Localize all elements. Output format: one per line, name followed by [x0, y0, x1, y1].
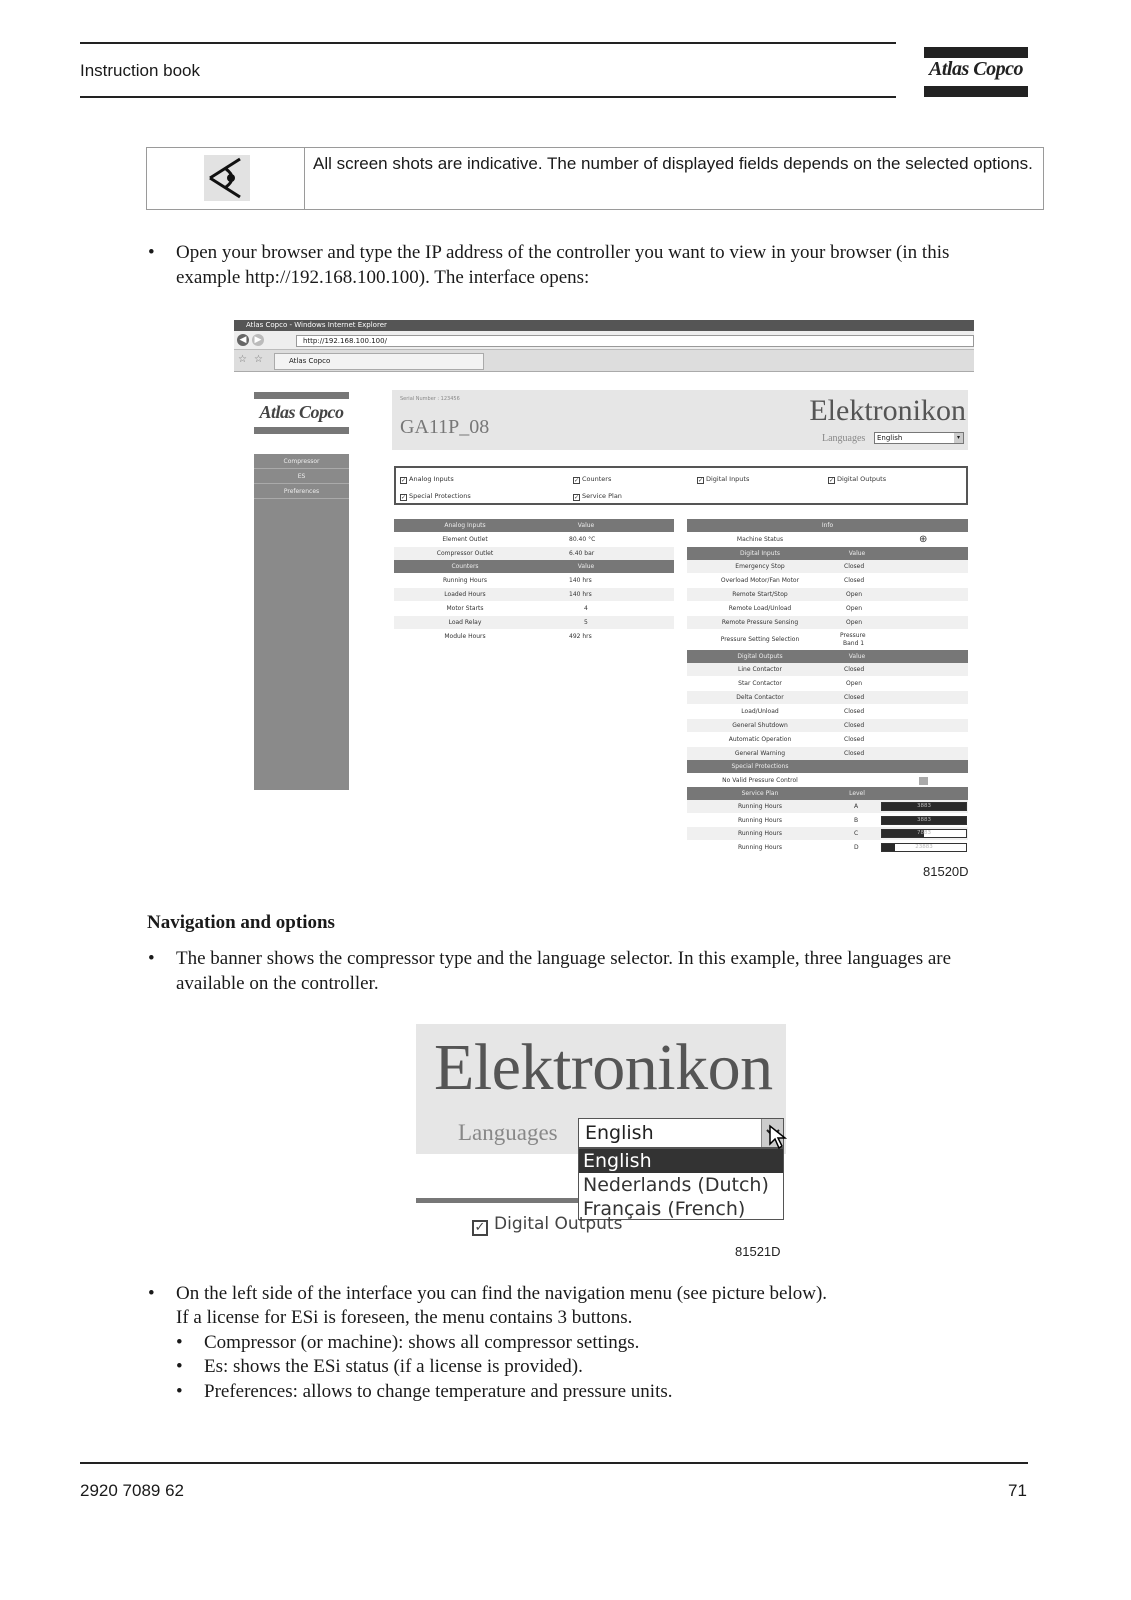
table-row: Load Relay 5 — [394, 616, 674, 629]
nav-preferences[interactable]: Preferences — [254, 484, 349, 499]
table-row: Running Hours B — [737, 817, 859, 824]
language-option[interactable]: English — [579, 1149, 783, 1173]
banner-title: Elektronikon — [809, 394, 966, 427]
note-icon-cell — [147, 148, 305, 209]
bullet: • — [148, 948, 155, 969]
status-indicator — [919, 777, 928, 785]
footer-rule — [80, 1462, 1028, 1464]
chevron-down-icon[interactable]: ▾ — [954, 433, 963, 443]
nav-logo-bar-bottom — [254, 427, 349, 434]
section-heading: Navigation and options — [147, 912, 335, 933]
table-header: Analog Inputs Value — [394, 519, 674, 532]
bullet: • — [148, 1283, 155, 1304]
table-row: Element Outlet 80.40 °C — [442, 536, 596, 543]
doc-number: 2920 7089 62 — [80, 1481, 184, 1500]
options-panel — [394, 466, 968, 505]
table-row: Running Hours C — [687, 827, 968, 840]
favorites-bar — [234, 350, 974, 372]
service-progress-bar: 3883 — [881, 816, 967, 825]
serial-number: Serial Number : 123456 — [400, 396, 460, 402]
table-row: Running Hours D — [737, 844, 859, 851]
table-row: Machine Status ⊕ — [736, 534, 928, 545]
right-table — [687, 519, 968, 855]
bullet: • — [148, 242, 155, 263]
atlas-copco-logo: Atlas Copco — [929, 58, 1023, 80]
table-row: Motor Starts 4 — [446, 605, 588, 612]
header-bottom-rule — [80, 96, 896, 98]
language-selector-screenshot — [416, 1024, 786, 1254]
language-option[interactable]: Nederlands (Dutch) — [583, 1174, 769, 1196]
table-row: Running Hours A — [687, 800, 968, 813]
option-counters[interactable]: ✓ Counters — [574, 475, 612, 484]
checkbox-icon[interactable]: ✓ — [472, 1220, 488, 1236]
table-header: Digital Outputs Value — [687, 650, 968, 663]
table-row: Load/Unload Closed — [741, 708, 865, 715]
para1-line2: example http://192.168.100.100). The interface opens: — [176, 267, 590, 288]
browser-screenshot — [234, 320, 974, 860]
table-row: General Warning Closed — [687, 747, 968, 760]
nav-logo-bar-top — [254, 392, 349, 399]
logo-bar-top — [924, 47, 1028, 58]
sub-item: Preferences: allows to change temperature and pressure units. — [204, 1381, 673, 1402]
languages-label: Languages — [822, 433, 866, 444]
option-special-protections[interactable]: ✓ Special Protections — [401, 492, 471, 501]
sub-item: Compressor (or machine): shows all compressor settings. — [204, 1332, 640, 1353]
para2-line2: available on the controller. — [176, 973, 379, 994]
table-row: Overload Motor/Fan Motor Closed — [720, 577, 865, 584]
favorites-star-icon[interactable]: ☆ — [238, 354, 247, 365]
sub-item: Es: shows the ESi status (if a license is provided). — [204, 1356, 583, 1377]
table-header: Special Protections — [687, 760, 968, 773]
left-table — [394, 519, 674, 649]
table-row: Star Contactor Open — [738, 680, 863, 687]
page-number: 71 — [1008, 1481, 1027, 1500]
forward-icon[interactable]: ▶ — [252, 334, 264, 346]
languages-label: Languages — [458, 1120, 558, 1145]
nav-menu — [254, 454, 349, 790]
browser-address-bar — [234, 331, 974, 350]
table-row: General Shutdown Closed — [687, 719, 968, 732]
table-row: Module Hours 492 hrs — [444, 633, 592, 640]
para3-line2: If a license for ESi is foreseen, the menu contains 3 buttons. — [176, 1307, 633, 1328]
nav-compressor[interactable]: Compressor — [254, 454, 349, 469]
checkbox-icon[interactable]: ✓ — [574, 494, 580, 501]
logo-bar-bottom — [924, 86, 1028, 97]
note-box — [146, 147, 1044, 210]
table-row: Pressure Setting Selection Pressure Band 1 — [720, 632, 866, 647]
browser-title-bar: Atlas Copco - Windows Internet Explorer — [234, 320, 974, 331]
language-dropdown-list — [578, 1148, 784, 1220]
table-row: Loaded Hours 140 hrs — [394, 588, 674, 601]
browser-tab[interactable]: Atlas Copco — [274, 353, 484, 370]
favorites-add-icon[interactable]: ☆ — [254, 354, 263, 365]
note-text: All screen shots are indicative. The number of displayed fields depends on the selected options. — [313, 154, 1033, 173]
para1-line1: Open your browser and type the IP address of the controller you want to view in your browser (in this — [176, 242, 950, 263]
table-header: Digital Inputs Value — [687, 547, 968, 560]
language-select[interactable] — [874, 432, 964, 444]
eye-icon — [204, 155, 250, 201]
option-digital-inputs[interactable]: ✓ Digital Inputs — [698, 475, 750, 484]
address-input[interactable]: http://192.168.100.100/ — [296, 335, 974, 347]
language-select-value: English — [585, 1122, 654, 1144]
checkbox-icon[interactable]: ✓ — [401, 494, 407, 501]
header-title: Instruction book — [80, 61, 201, 80]
header-top-rule — [80, 42, 896, 44]
sub-bullet: • — [176, 1356, 183, 1377]
table-header: Service Plan Level — [687, 787, 968, 800]
table-row: Line Contactor Closed — [687, 663, 968, 676]
checkbox-icon[interactable]: ✓ — [574, 477, 580, 484]
language-select[interactable] — [578, 1118, 784, 1148]
table-header: Info — [687, 519, 968, 532]
table-row: Emergency Stop Closed — [687, 560, 968, 573]
machine-status-icon: ⊕ — [919, 534, 928, 545]
nav-logo: Atlas Copco — [259, 402, 344, 422]
banner — [392, 390, 968, 450]
table-row: Remote Load/Unload Open — [728, 605, 863, 612]
nav-es[interactable]: ES — [254, 469, 349, 484]
service-progress-bar: 23883 — [881, 843, 967, 852]
para3-line1: On the left side of the interface you can find the navigation menu (see picture below). — [176, 1283, 828, 1304]
checkbox-icon[interactable]: ✓ — [829, 477, 835, 484]
table-row: Automatic Operation Closed — [728, 736, 865, 743]
service-progress-bar: 7883 — [881, 829, 967, 838]
checkbox-icon[interactable]: ✓ — [401, 477, 407, 484]
figure-number: 81520D — [923, 864, 969, 879]
checkbox-icon[interactable]: ✓ — [698, 477, 704, 484]
banner-title: Elektronikon — [434, 1031, 773, 1104]
table-row: No Valid Pressure Control — [687, 774, 968, 787]
table-row: Delta Contactor Closed — [687, 691, 968, 704]
table-row: Running Hours 140 hrs — [442, 577, 592, 584]
para2-line1: The banner shows the compressor type and the language selector. In this example, three languages are — [176, 948, 952, 969]
language-option[interactable]: Français (French) — [583, 1198, 746, 1220]
sub-bullet: • — [176, 1381, 183, 1402]
table-row: Remote Pressure Sensing Open — [687, 616, 968, 629]
option-analog-inputs[interactable]: ✓ Analog Inputs — [401, 475, 454, 484]
back-icon[interactable]: ◀ — [237, 334, 249, 346]
table-header: Counters Value — [394, 560, 674, 573]
digital-outputs-option[interactable]: ✓ Digital Outputs — [472, 1214, 622, 1236]
sub-bullet: • — [176, 1332, 183, 1353]
table-row: Compressor Outlet 6.40 bar — [394, 547, 674, 560]
option-digital-outputs[interactable]: ✓ Digital Outputs — [829, 475, 887, 484]
mouse-cursor-icon — [768, 1124, 788, 1155]
option-service-plan[interactable]: ✓ Service Plan — [574, 492, 622, 501]
divider — [416, 1198, 578, 1203]
machine-type: GA11P_08 — [400, 416, 490, 438]
figure-number: 81521D — [735, 1244, 781, 1259]
table-row: Remote Start/Stop Open — [687, 588, 968, 601]
service-progress-bar: 3883 — [881, 802, 967, 811]
language-select-value: English — [877, 434, 903, 442]
